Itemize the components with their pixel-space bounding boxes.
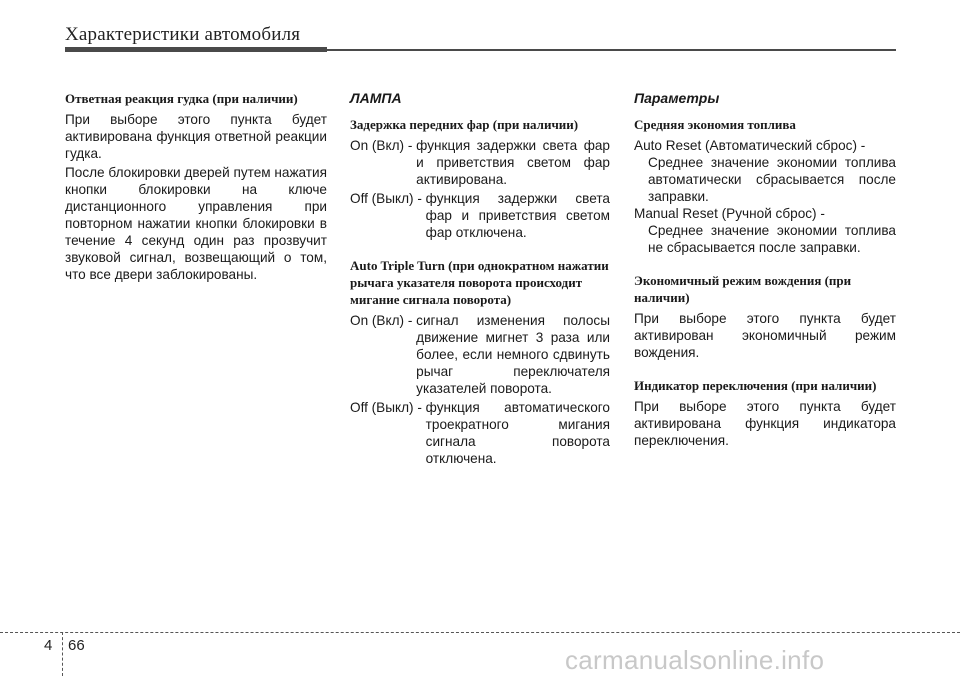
title-rule-thick xyxy=(65,47,327,52)
auto-triple-turn-on xyxy=(350,312,610,397)
title-rule-thin xyxy=(327,49,896,51)
manual-reset-desc: Среднее значение экономии топлива не сбрасывается после заправки. xyxy=(648,223,896,255)
column-1 xyxy=(65,90,327,283)
chapter-number: 4 xyxy=(44,637,53,654)
horn-feedback-text-1: При выборе этого пункта будет активирована функция ответной реакции гудка. xyxy=(65,112,327,161)
horn-feedback-heading: Ответная реакция гудка (при наличии) xyxy=(65,91,298,106)
parameters-section-title: Параметры xyxy=(634,90,720,106)
eco-mode-heading: Экономичный режим вождения (при наличии) xyxy=(634,273,852,305)
manual-reset-label: Manual Reset (Ручной сброс) - xyxy=(634,206,825,221)
lamp-section-title: ЛАМПА xyxy=(350,90,402,106)
horn-feedback-text-2: После блокировки дверей путем нажатия кнопки блокировки на ключе дистанционного управления при повторном нажатии кнопки блокировки в течение 4 секунд один раз прозвучит звуковой сигнал, возвещающий о том, что все двери заблокированы. xyxy=(65,165,327,282)
option-key: Off (Выкл) - xyxy=(350,191,426,206)
option-desc: функция задержки света фар и приветствия светом фар отключена. xyxy=(425,191,610,240)
option-key: On (Вкл) - xyxy=(350,138,417,153)
page-number: 66 xyxy=(68,637,85,654)
column-2 xyxy=(350,90,610,467)
watermark: carmanualsonline.info xyxy=(565,645,825,675)
headlight-delay-on xyxy=(350,137,610,188)
option-desc: сигнал изменения полосы движение мигнет 3 раза или более, если немного сдвинуть рычаг переключателя указателей поворота. xyxy=(416,313,610,396)
eco-mode-text: При выборе этого пункта будет активирован экономичный режим вождения. xyxy=(634,311,896,360)
option-key: Off (Выкл) - xyxy=(350,400,426,415)
avg-fuel-economy-heading: Средняя экономия топлива xyxy=(634,117,796,132)
auto-triple-turn-off xyxy=(350,399,610,467)
column-3 xyxy=(634,90,896,449)
shift-indicator-text: При выборе этого пункта будет активирована функция индикатора переключения. xyxy=(634,399,896,448)
footer-divider xyxy=(62,632,63,676)
headlight-delay-heading: Задержка передних фар (при наличии) xyxy=(350,117,579,132)
auto-reset-label: Auto Reset (Автоматический сброс) - xyxy=(634,138,866,153)
option-desc: функция задержки света фар и приветствия светом фар активирована. xyxy=(416,138,610,187)
auto-reset-desc: Среднее значение экономии топлива автоматически сбрасывается после заправки. xyxy=(648,155,896,204)
footer-rule xyxy=(0,632,960,633)
page-title: Характеристики автомобиля xyxy=(65,24,301,45)
headlight-delay-off xyxy=(350,190,610,241)
shift-indicator-heading: Индикатор переключения (при наличии) xyxy=(634,378,877,393)
option-desc: функция автоматического троекратного мигания сигнала поворота отключена. xyxy=(425,400,610,466)
option-key: On (Вкл) - xyxy=(350,313,417,328)
auto-triple-turn-heading: Auto Triple Turn (при однократном нажатии рычага указателя поворота происходит мигание сигнала поворота) xyxy=(350,258,609,307)
